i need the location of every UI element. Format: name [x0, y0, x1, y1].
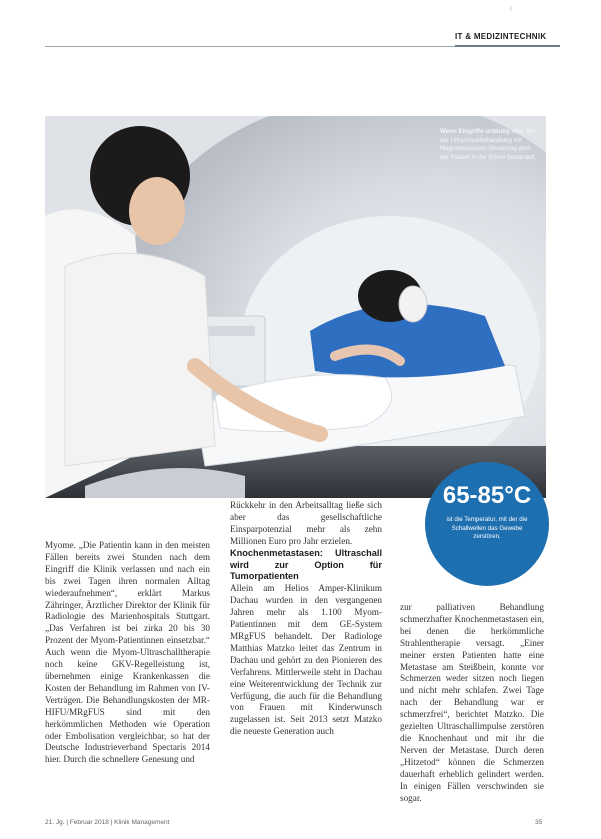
- article-column-1: [45, 540, 210, 766]
- column-2-intro: Rückkehr in den Arbeitsalltag ließe sich aber das gesellschaftliche Einsparpotenzial mehr als zehn Millionen Euro pro Jahr erzielen.: [230, 500, 382, 546]
- article-column-2: [230, 500, 382, 738]
- callout-text: ist die Temperatur, mit der die Schallwellen das Gewebe zerstören.: [446, 516, 528, 541]
- section-subheading: Knochenmetastasen: Ultraschall wird zur Option für Tumorpatienten: [230, 547, 382, 582]
- footer-issue: 21. Jg. | Februar 2018 | Klinik Management: [45, 819, 170, 826]
- column-3-text: zur palliativen Behandlung schmerzhafter Knochenmetastasen ein, bei denen die herkömmliche Strahlentherapie versagt. „Einer meiner ersten Patienten hatte eine Metastase am Steißbein, konnte vor Schmerzen weder sitzen noch liegen und nicht mehr schlafen. Zwei Tage nach der Behandlung war er schmerzfrei“, berichtet Matzko. Die gezielten Ultraschallimpulse zerstören die Knochenhaut und mit ihr die Nerven der Metastase. Durch deren „Hitzetod“ können die Schmerzen dauerhaft erheblich gelindert werden. In einigen Fällen verschwinden sie sogar.: [400, 602, 544, 803]
- header-rule-accent: [455, 45, 560, 47]
- mri-scene-illustration: [45, 116, 546, 498]
- section-label: IT & MEDIZINTECHNIK: [455, 32, 547, 41]
- photo-caption: [440, 128, 538, 162]
- caption-lead: Wenn Eingriffe unblutig: [440, 128, 510, 135]
- callout-value: 65-85°C: [442, 482, 532, 509]
- column-1-text: Myome. „Die Patientin kann in den meisten Fällen bereits zwei Stunden nach dem Eingriff die Klinik verlassen und nach ein bis zwei Tagen ihren normalen Alltag wiederaufnehmen“, erklärt Markus Zähringer, Ärztlicher Direktor der Klinik für Radiologie des Marienhospitals Stuttgart. „Das Verfahren ist bei zirka 20 bis 30 Prozent der Myom-Patientinnen einsetzbar.“ Auch wenn die Myom-Ultraschalltherapie noch keine GKV-Regelleistung ist, übernehmen einige Krankenkassen die Kosten der Behandlung im Rahmen von IV-Verträgen. Die Behandlungskosten der MR-HIFU/MRgFUS sind mit den herkömmlichen Methoden wie Operation oder Embolisation vergleichbar, so hat der Deutsche Industrieverband Spectaris 2014 hier. Durch die schnellere Genesung und: [45, 540, 210, 765]
- caption-text: sind: Bei der Ultraschallbehandlung mit Magnetresonanz-Steuerung wird der Patient in der Röhre behandelt.: [440, 128, 537, 161]
- page-number: 35: [535, 819, 543, 826]
- mri-photo: [45, 116, 546, 498]
- article-column-3: [400, 602, 544, 804]
- column-2-body: Allein am Helios Amper-Klinikum Dachau wurden in den vergangenen Jahren mehr als 1.100 Myom-Patientinnen mit dem GE-System MRgFUS behandelt. Der Radiologe Matthias Matzko leitet das Zentrum in Dachau und gehört zu den Pionieren des Verfahrens. Mittlerweile steht in Dachau eine Weiterentwicklung der Technik zur Verfügung, die auch für die Behandlung von Frauen mit Kinderwunsch zugelassen ist. Seit 2013 setzt Matzko die neueste Generation auch: [230, 583, 382, 737]
- corner-mark: I: [510, 6, 512, 13]
- temperature-callout: [425, 462, 549, 586]
